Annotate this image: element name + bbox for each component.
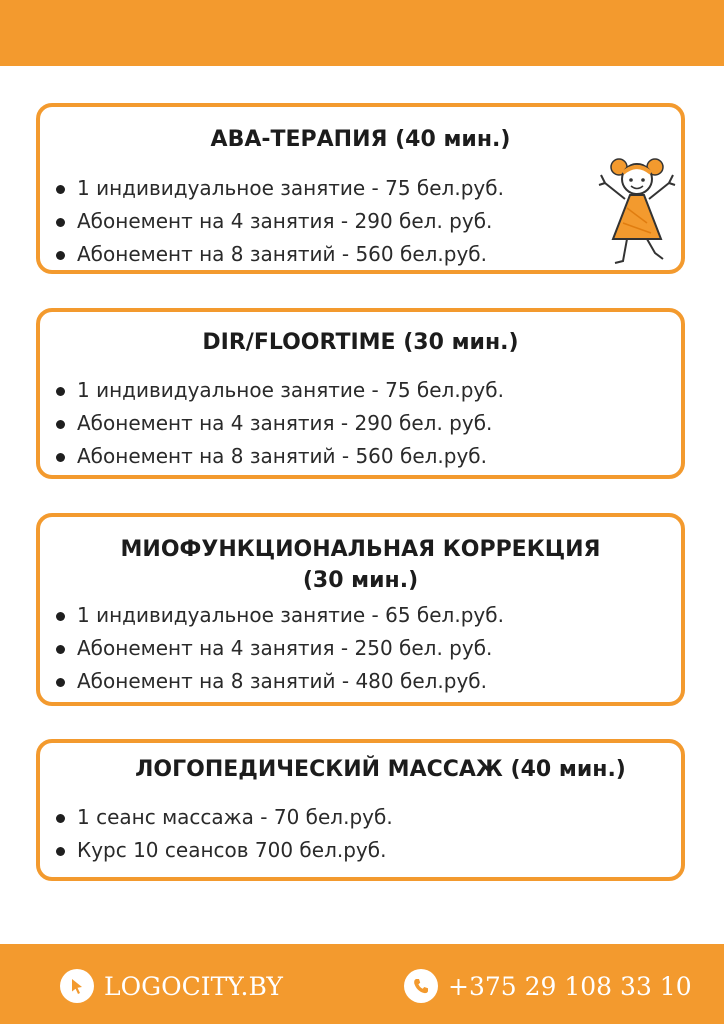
card-title-line: (30 мин.): [302, 568, 419, 593]
bullet-icon: [56, 847, 65, 856]
price-list: [53, 172, 504, 271]
card-title-line: МИОФУНКЦИОНАЛЬНАЯ КОРРЕКЦИЯ: [120, 537, 601, 562]
list-item: 1 индивидуальное занятие - 65 бел.руб.: [53, 599, 504, 632]
card-title: АВА-ТЕРАПИЯ (40 мин.): [210, 127, 511, 152]
bullet-icon: [56, 185, 65, 194]
bullet-icon: [56, 645, 65, 654]
header-band: [0, 0, 724, 66]
price-card-speech-massage: [36, 739, 685, 881]
girl-doodle-icon: [597, 153, 677, 268]
list-item: Абонемент на 8 занятий - 560 бел.руб.: [53, 238, 504, 271]
bullet-icon: [56, 678, 65, 687]
card-title: [40, 534, 681, 596]
list-item: Абонемент на 8 занятий - 480 бел.руб.: [53, 665, 504, 698]
list-item: 1 сеанс массажа - 70 бел.руб.: [53, 801, 393, 834]
bullet-icon: [56, 814, 65, 823]
bullet-icon: [56, 218, 65, 227]
card-title: ЛОГОПЕДИЧЕСКИЙ МАССАЖ (40 мин.): [135, 757, 626, 782]
website-link[interactable]: [60, 968, 283, 1004]
list-item: Абонемент на 8 занятий - 560 бел.руб.: [53, 440, 504, 473]
website-text[interactable]: LOGOCITY.BY: [104, 971, 283, 1001]
list-item: Курс 10 сеансов 700 бел.руб.: [53, 834, 393, 867]
bullet-icon: [56, 612, 65, 621]
list-item: Абонемент на 4 занятия - 290 бел. руб.: [53, 205, 504, 238]
phone-text[interactable]: +375 29 108 33 10: [448, 971, 692, 1001]
list-item: 1 индивидуальное занятие - 75 бел.руб.: [53, 374, 504, 407]
price-list: [53, 374, 504, 473]
phone-icon: [404, 969, 438, 1003]
list-item: Абонемент на 4 занятия - 250 бел. руб.: [53, 632, 504, 665]
list-item: 1 индивидуальное занятие - 75 бел.руб.: [53, 172, 504, 205]
bullet-icon: [56, 420, 65, 429]
price-list: [53, 801, 393, 867]
bullet-icon: [56, 453, 65, 462]
bullet-icon: [56, 387, 65, 396]
price-card-myofunctional-correction: [36, 513, 685, 706]
card-title: DIR/FLOORTIME (30 мин.): [202, 330, 519, 355]
list-item: Абонемент на 4 занятия - 290 бел. руб.: [53, 407, 504, 440]
price-card-dir-floortime: [36, 308, 685, 479]
cursor-icon: [60, 969, 94, 1003]
phone-link[interactable]: [404, 968, 692, 1004]
bullet-icon: [56, 251, 65, 260]
price-card-aba-therapy: [36, 103, 685, 274]
price-list: [53, 599, 504, 698]
